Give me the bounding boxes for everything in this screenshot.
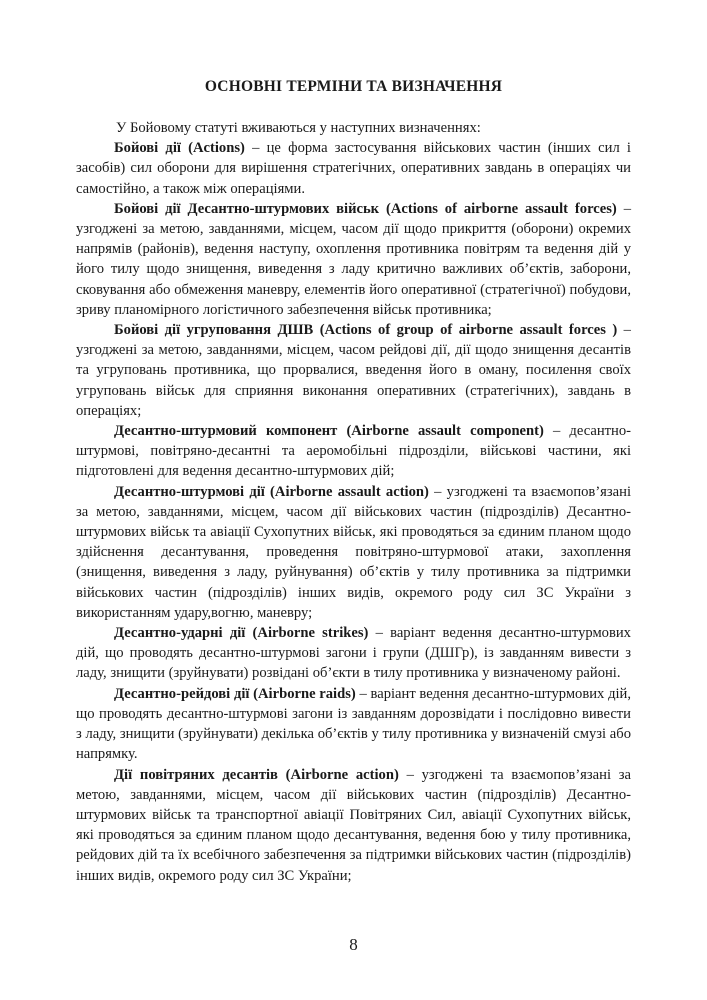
definition-text: – варіант ведення десантно-штурмових дій, що проводять десантно-штурмові загони із завданням дорозвідати і послідовно вивести з ладу, знищити (зруйнувати) декілька об’єктів у тилу противника у визначеній смузі або напрямку. — [76, 685, 632, 763]
definition-term: Десантно-штурмовий компонент (Airborne assault component) — [114, 423, 544, 440]
definition-actions — [76, 138, 631, 199]
definition-term: Бойові дії Десантно-штурмових військ (Actions of airborne assault forces) — [114, 200, 617, 217]
definition-text: – це форма застосування військових частин (інших сил і засобів) сил оборони для вирішення стратегічних, оперативних завдань в операціях чи самостійно, а також між операціями. — [76, 140, 631, 197]
definition-assault-action — [76, 482, 631, 623]
definition-group-actions — [76, 320, 631, 421]
definition-term: Дії повітряних десантів (Airborne action) — [114, 766, 399, 783]
definition-text: – узгоджені за метою, завданнями, місцем, часом дії щодо прикриття (оборони) окремих напрямів (районів), ведення наступу, охоплення противника повітрям та ведення дій у його тилу щодо знищення, виведення з ладу критично важливих об’єктів, заборони, сковування або обмеження маневру, елементів його оперативної (стратегічної) побудови, зриву планомірного логістичного забезпечення військ противника; — [76, 200, 631, 318]
definition-term: Бойові дії угруповання ДШВ (Actions of group of airborne assault forces ) — [114, 322, 618, 339]
page-title: ОСНОВНІ ТЕРМІНИ ТА ВИЗНАЧЕННЯ — [204, 78, 503, 95]
definition-term: Десантно-ударні дії (Airborne strikes) — [114, 625, 369, 642]
definition-text: – узгоджені та взаємопов’язані за метою, завданнями, місцем, часом дії військових частин (підрозділів) Десантно-штурмових військ та авіації Сухопутних військ, які проводяться за єдиним планом щодо здійснення десантування, проведення повітряно-штурмової атаки, захоплення (знищення, виведення з ладу, руйнування) об’єктів у тилу противника за підтримки військових частин (підрозділів) інших видів, окремого роду сил ЗС України з використанням удару,вогню, маневру; — [76, 483, 631, 621]
intro-text: У Бойовому статуті вживаються у наступних визначеннях: — [116, 120, 481, 136]
definition-text: – узгоджені за метою, завданнями, місцем, часом рейдові дії, дії щодо знищення десантів та угруповань противника, що прорвалися, введення його в оману, посилення своїх угруповань військ для сприяння виконання оперативних (стратегічних), завдань в операціях; — [76, 322, 631, 419]
definition-airborne-strikes — [76, 623, 631, 684]
page-number: 8 — [349, 935, 358, 954]
definition-term: Десантно-штурмові дії (Airborne assault action) — [114, 483, 429, 500]
definition-text: – узгоджені та взаємопов’язані за метою, завданнями, місцем, часом дії військових частин (підрозділів) Десантно-штурмових військ та транспортної авіації Повітряних Сил, авіації Сухопутних військ, які проводяться за єдиним планом щодо десантування, ведення бою у тилу противника, рейдових дій та їх всебічного забезпечення за підтримки військових частин (підрозділів) інших видів, окремого роду сил ЗС України; — [76, 766, 631, 884]
definition-airborne-forces-actions — [76, 199, 631, 320]
definition-term: Десантно-рейдові дії (Airborne raids) — [114, 685, 356, 702]
definition-text: – десантно-штурмові, повітряно-десантні та аеромобільні підрозділи, військові частини, які підготовлені для ведення десантно-штурмових дій; — [76, 423, 631, 480]
definition-term: Бойові дії (Actions) — [114, 140, 245, 157]
definition-airborne-action — [76, 765, 631, 886]
definition-assault-component — [76, 421, 631, 482]
definition-airborne-raids — [76, 684, 631, 765]
definition-text: – варіант ведення десантно-штурмових дій, що проводять десантно-штурмові загони і групи (ДШГр), із завданням вивести з ладу, знищити (зруйнувати) розвідані об’єкти в тилу противника у визначеному районі. — [76, 625, 631, 682]
